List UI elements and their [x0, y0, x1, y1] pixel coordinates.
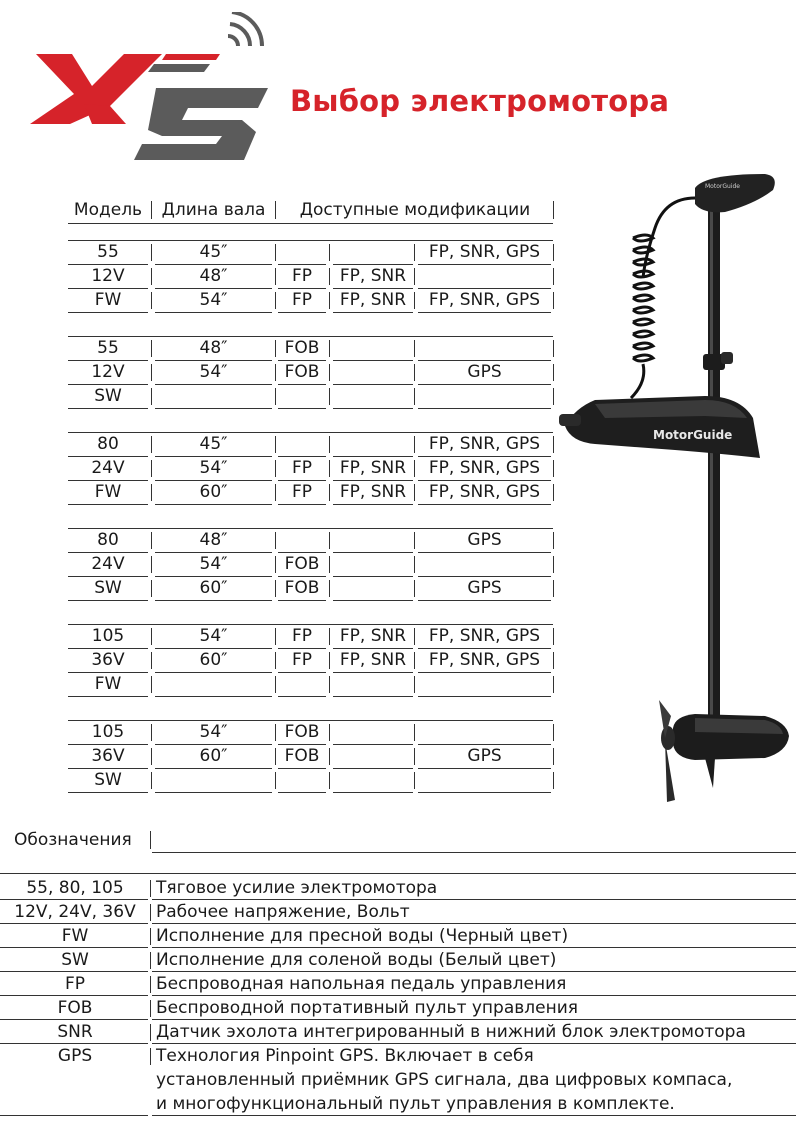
shaft-length-cell: 54″ [199, 458, 228, 478]
modification-cell-gps: FP, SNR, GPS [428, 242, 541, 262]
modification-cell-sonar [333, 745, 413, 768]
column-divider [150, 831, 151, 849]
cell-underline [418, 792, 551, 793]
cell-underline [278, 408, 326, 409]
legend-key: GPS [57, 1046, 93, 1066]
column-divider [150, 1024, 151, 1041]
model-cell: 24V [91, 458, 125, 478]
header-modifications: Доступные модификации [299, 200, 531, 220]
header-shaft: Длина вала [161, 200, 266, 220]
column-divider [414, 628, 415, 645]
column-divider [329, 724, 330, 741]
legend-description: Тяговое усилие электромотора [156, 878, 438, 898]
cell-underline [68, 504, 148, 505]
column-divider [329, 748, 330, 765]
legend-row-line [0, 1019, 148, 1020]
legend-description: Датчик эхолота интегрированный в нижний блок электромотора [156, 1022, 746, 1042]
modification-cell-sonar: FP, SNR [339, 290, 407, 310]
column-divider [329, 244, 330, 261]
column-divider [414, 340, 415, 357]
modification-cell-sonar [333, 529, 413, 552]
column-divider [553, 436, 554, 453]
legend-row-line [152, 899, 796, 900]
cell-underline [333, 504, 413, 505]
cell-underline [333, 600, 413, 601]
column-divider [329, 340, 330, 357]
column-divider [275, 460, 276, 477]
shaft-length-cell: 60″ [199, 650, 228, 670]
column-divider [329, 364, 330, 381]
column-divider [414, 724, 415, 741]
shaft-length-cell: 45″ [199, 242, 228, 262]
modification-cell-basic: FP [291, 458, 313, 478]
column-divider [151, 652, 152, 669]
model-cell: FW [94, 290, 122, 310]
column-divider [414, 364, 415, 381]
column-divider [275, 201, 276, 219]
column-divider [414, 436, 415, 453]
column-divider [275, 628, 276, 645]
page-title: Выбор электромотора [290, 84, 670, 118]
column-divider [414, 676, 415, 693]
column-divider [553, 388, 554, 405]
header-model: Модель [73, 200, 143, 220]
legend-row-line [0, 995, 148, 996]
column-divider [151, 532, 152, 549]
column-divider [329, 652, 330, 669]
column-divider [553, 580, 554, 597]
modification-cell-sonar: FP, SNR [339, 266, 407, 286]
modification-cell-basic: FOB [284, 746, 320, 766]
column-divider [553, 724, 554, 741]
modification-cell-sonar: FP, SNR [339, 458, 407, 478]
modification-cell-sonar [333, 361, 413, 384]
column-divider [275, 340, 276, 357]
modification-cell-sonar: FP, SNR [339, 482, 407, 502]
model-cell: 80 [97, 434, 119, 454]
modification-cell-gps [418, 553, 551, 576]
column-divider [414, 748, 415, 765]
spec-table [0, 0, 560, 800]
model-cell: SW [94, 578, 122, 598]
legend-key: FOB [57, 998, 93, 1018]
column-divider [414, 532, 415, 549]
column-divider [414, 388, 415, 405]
column-divider [150, 1048, 151, 1065]
legend-description: установленный приёмник GPS сигнала, два цифровых компаса, [156, 1070, 733, 1090]
modification-cell-gps: FP, SNR, GPS [428, 434, 541, 454]
column-divider [151, 340, 152, 357]
shaft-length-cell: 54″ [199, 362, 228, 382]
modification-cell-basic: FP [291, 482, 313, 502]
modification-cell-basic [278, 433, 326, 456]
legend-description: Исполнение для соленой воды (Белый цвет) [156, 950, 557, 970]
column-divider [553, 772, 554, 789]
legend-row-line [152, 1043, 796, 1044]
cell-underline [418, 696, 551, 697]
column-divider [151, 580, 152, 597]
legend-key: FP [64, 974, 86, 994]
model-cell: 12V [91, 362, 125, 382]
column-divider [151, 772, 152, 789]
column-divider [151, 460, 152, 477]
modification-cell-sonar [333, 385, 413, 408]
column-divider [151, 244, 152, 261]
model-cell: 55 [97, 338, 119, 358]
legend-row-line [0, 923, 148, 924]
column-divider [553, 364, 554, 381]
modification-cell-basic: FOB [284, 362, 320, 382]
modification-cell-gps: GPS [467, 362, 502, 382]
legend-row-line [0, 1043, 148, 1044]
legend-description: Беспроводная напольная педаль управления [156, 974, 567, 994]
modification-cell-sonar [333, 577, 413, 600]
cell-underline [333, 408, 413, 409]
cell-underline [68, 408, 148, 409]
modification-cell-basic: FP [291, 650, 313, 670]
column-divider [414, 244, 415, 261]
model-cell: 80 [97, 530, 119, 550]
modification-cell-gps: GPS [467, 530, 502, 550]
shaft-length-cell: 48″ [199, 530, 228, 550]
column-divider [553, 460, 554, 477]
modification-cell-basic [278, 241, 326, 264]
column-divider [329, 580, 330, 597]
column-divider [329, 460, 330, 477]
column-divider [151, 748, 152, 765]
column-divider [329, 268, 330, 285]
modification-cell-sonar [333, 241, 413, 264]
column-divider [329, 484, 330, 501]
column-divider [414, 652, 415, 669]
cell-underline [155, 600, 272, 601]
column-divider [414, 772, 415, 789]
model-cell: FW [94, 674, 122, 694]
modification-cell-gps [418, 721, 551, 744]
shaft-length-cell: 54″ [199, 626, 228, 646]
modification-cell-gps [418, 673, 551, 696]
column-divider [275, 388, 276, 405]
column-divider [414, 484, 415, 501]
legend-row-line [0, 947, 148, 948]
cell-underline [155, 504, 272, 505]
model-cell: FW [94, 482, 122, 502]
model-cell: 24V [91, 554, 125, 574]
model-cell: 105 [91, 626, 125, 646]
column-divider [553, 201, 554, 219]
shaft-length-cell [155, 673, 272, 696]
column-divider [553, 340, 554, 357]
column-divider [151, 628, 152, 645]
legend-row-line [0, 899, 148, 900]
model-cell: 105 [91, 722, 125, 742]
model-cell: 36V [91, 746, 125, 766]
shaft-length-cell: 45″ [199, 434, 228, 454]
legend-key: FW [61, 926, 89, 946]
modification-cell-basic: FP [291, 266, 313, 286]
cell-underline [278, 792, 326, 793]
column-divider [553, 268, 554, 285]
modification-cell-basic: FP [291, 290, 313, 310]
modification-cell-sonar [333, 553, 413, 576]
cell-underline [155, 792, 272, 793]
cell-underline [278, 696, 326, 697]
column-divider [553, 532, 554, 549]
modification-cell-gps: GPS [467, 746, 502, 766]
legend-key: SNR [57, 1022, 93, 1042]
legend-description: Беспроводной портативный пульт управления [156, 998, 578, 1018]
shaft-length-cell: 54″ [199, 290, 228, 310]
legend-row-line [0, 971, 148, 972]
legend-description: Рабочее напряжение, Вольт [156, 902, 410, 922]
legend-key: 12V, 24V, 36V [14, 902, 136, 922]
column-divider [275, 652, 276, 669]
cell-underline [278, 600, 326, 601]
legend-separator [152, 852, 796, 853]
column-divider [275, 436, 276, 453]
modification-cell-basic [278, 769, 326, 792]
cell-underline [68, 600, 148, 601]
column-divider [329, 556, 330, 573]
column-divider [150, 952, 151, 969]
column-divider [275, 244, 276, 261]
cell-underline [333, 696, 413, 697]
column-divider [329, 388, 330, 405]
column-divider [275, 364, 276, 381]
legend-row-line [152, 1019, 796, 1020]
modification-cell-basic: FOB [284, 338, 320, 358]
cell-underline [333, 792, 413, 793]
column-divider [553, 484, 554, 501]
model-cell: 12V [91, 266, 125, 286]
column-divider [150, 880, 151, 897]
shaft-length-cell: 48″ [199, 266, 228, 286]
legend-row-line [152, 1115, 796, 1116]
modification-cell-sonar [333, 433, 413, 456]
column-divider [414, 580, 415, 597]
legend-row-line [152, 995, 796, 996]
legend-description: и многофункциональный пульт управления в комплекте. [156, 1094, 675, 1114]
column-divider [151, 676, 152, 693]
column-divider [329, 628, 330, 645]
column-divider [151, 268, 152, 285]
legend-description: Исполнение для пресной воды (Черный цвет) [156, 926, 569, 946]
modification-cell-gps: FP, SNR, GPS [428, 290, 541, 310]
modification-cell-basic [278, 385, 326, 408]
cell-underline [155, 408, 272, 409]
legend-key: SW [61, 950, 89, 970]
modification-cell-gps [418, 385, 551, 408]
column-divider [151, 556, 152, 573]
modification-cell-gps: GPS [467, 578, 502, 598]
shaft-length-cell: 60″ [199, 746, 228, 766]
modification-cell-sonar: FP, SNR [339, 650, 407, 670]
column-divider [151, 436, 152, 453]
modification-cell-basic: FOB [284, 578, 320, 598]
column-divider [275, 268, 276, 285]
column-divider [329, 436, 330, 453]
modification-cell-basic [278, 529, 326, 552]
head-brand-label: MotorGuide [705, 183, 740, 190]
modification-cell-sonar [333, 337, 413, 360]
cell-underline [155, 312, 272, 313]
model-cell: 36V [91, 650, 125, 670]
legend-row-line [152, 923, 796, 924]
column-divider [151, 364, 152, 381]
shaft-length-cell [155, 385, 272, 408]
column-divider [553, 676, 554, 693]
cell-underline [418, 600, 551, 601]
shaft-length-cell: 48″ [199, 338, 228, 358]
modification-cell-gps [418, 337, 551, 360]
cell-underline [278, 504, 326, 505]
column-divider [553, 292, 554, 309]
column-divider [275, 484, 276, 501]
column-divider [329, 292, 330, 309]
legend-key: 55, 80, 105 [26, 878, 124, 898]
shaft-length-cell [155, 769, 272, 792]
column-divider [553, 628, 554, 645]
modification-cell-basic: FOB [284, 554, 320, 574]
cell-underline [155, 696, 272, 697]
column-divider [414, 460, 415, 477]
column-divider [275, 532, 276, 549]
column-divider [414, 556, 415, 573]
column-divider [329, 772, 330, 789]
column-divider [275, 580, 276, 597]
column-divider [151, 292, 152, 309]
cell-underline [418, 504, 551, 505]
legend-description: Технология Pinpoint GPS. Включает в себя [156, 1046, 534, 1066]
modification-cell-gps: FP, SNR, GPS [428, 458, 541, 478]
trolling-motor-image [555, 168, 800, 808]
column-divider [151, 201, 152, 219]
modification-cell-basic: FP [291, 626, 313, 646]
modification-cell-gps: FP, SNR, GPS [428, 626, 541, 646]
column-divider [414, 268, 415, 285]
shaft-length-cell: 60″ [199, 578, 228, 598]
column-divider [150, 976, 151, 993]
header-underline [68, 223, 553, 224]
modification-cell-basic: FOB [284, 722, 320, 742]
legend-title: Обозначения [14, 830, 132, 850]
cell-underline [68, 312, 148, 313]
legend-row-line [0, 1115, 148, 1116]
model-cell: SW [94, 386, 122, 406]
modification-cell-gps [418, 769, 551, 792]
column-divider [553, 748, 554, 765]
cell-underline [68, 696, 148, 697]
modification-cell-gps: FP, SNR, GPS [428, 650, 541, 670]
column-divider [275, 556, 276, 573]
legend-row-line [152, 947, 796, 948]
cell-underline [418, 312, 551, 313]
modification-cell-sonar [333, 673, 413, 696]
shaft-length-cell: 60″ [199, 482, 228, 502]
modification-cell-gps [418, 265, 551, 288]
column-divider [275, 676, 276, 693]
modification-cell-sonar: FP, SNR [339, 626, 407, 646]
modification-cell-sonar [333, 721, 413, 744]
cell-underline [68, 792, 148, 793]
model-cell: SW [94, 770, 122, 790]
cell-underline [333, 312, 413, 313]
column-divider [414, 292, 415, 309]
motor-brand-label: MotorGuide [653, 428, 733, 442]
cell-underline [418, 408, 551, 409]
shaft-length-cell: 54″ [199, 722, 228, 742]
column-divider [553, 652, 554, 669]
column-divider [150, 928, 151, 945]
modification-cell-basic [278, 673, 326, 696]
column-divider [329, 532, 330, 549]
column-divider [151, 484, 152, 501]
column-divider [275, 772, 276, 789]
model-cell: 55 [97, 242, 119, 262]
legend-row-line [152, 971, 796, 972]
column-divider [275, 292, 276, 309]
modification-cell-sonar [333, 769, 413, 792]
column-divider [150, 904, 151, 921]
shaft-length-cell: 54″ [199, 554, 228, 574]
legend-separator [0, 873, 796, 874]
column-divider [150, 1000, 151, 1017]
cell-underline [278, 312, 326, 313]
column-divider [329, 676, 330, 693]
column-divider [553, 556, 554, 573]
modification-cell-gps: FP, SNR, GPS [428, 482, 541, 502]
column-divider [151, 388, 152, 405]
column-divider [553, 244, 554, 261]
column-divider [275, 724, 276, 741]
column-divider [151, 724, 152, 741]
column-divider [275, 748, 276, 765]
